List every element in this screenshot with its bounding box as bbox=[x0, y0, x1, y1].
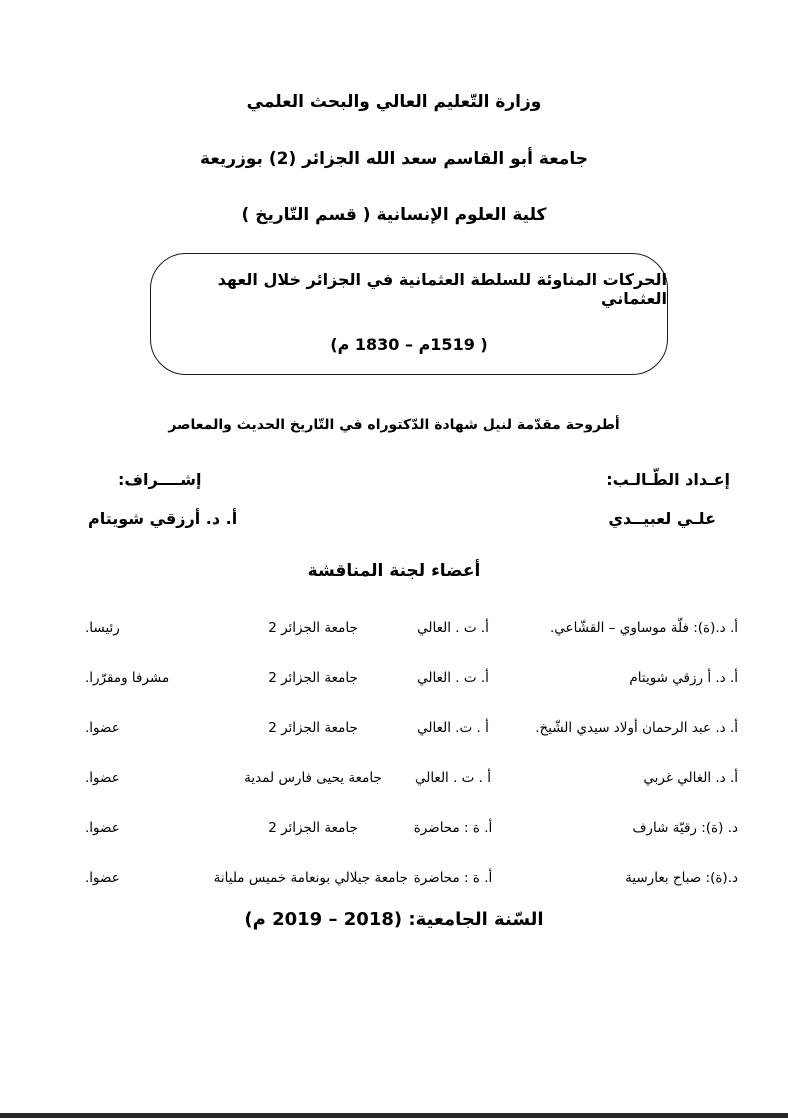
committee-row bbox=[0, 703, 788, 753]
committee-row bbox=[0, 803, 788, 853]
member-name: د. (ة): رقيّة شارف bbox=[632, 820, 738, 836]
member-role: عضوا. bbox=[85, 770, 120, 786]
university-line: جامعة أبو القاسم سعد الله الجزائر (2) بوزريعة bbox=[200, 149, 588, 169]
committee-heading: أعضاء لجنة المناقشة bbox=[307, 561, 481, 581]
member-rank: أ . ت. العالي bbox=[417, 720, 489, 736]
student-name: علـي لعبيــدي bbox=[608, 509, 716, 528]
member-name: د.(ة): صباح بعارسية bbox=[625, 870, 738, 886]
thesis-title-box bbox=[150, 253, 668, 375]
page-bottom-bar bbox=[0, 1113, 788, 1118]
academic-year: السّنة الجامعية: (2018 – 2019 م) bbox=[244, 909, 544, 930]
member-name: أ. د. عبد الرحمان أولاد سيدي الشّيخ. bbox=[535, 720, 738, 736]
member-name: أ. د. أ رزقي شويتام bbox=[629, 670, 738, 686]
supervisor-name: أ. د. أرزقي شويتام bbox=[88, 509, 238, 528]
member-role: عضوا. bbox=[85, 720, 120, 736]
member-university: جامعة الجزائر 2 bbox=[268, 620, 358, 636]
member-role: عضوا. bbox=[85, 870, 120, 886]
member-rank: أ. ت . العالي bbox=[417, 620, 489, 636]
member-university: جامعة الجزائر 2 bbox=[268, 720, 358, 736]
ministry-line: وزارة التّعليم العالي والبحث العلمي bbox=[246, 92, 542, 112]
committee-table bbox=[0, 603, 788, 903]
member-name: أ. د.(ة): فلّة موساوي – القشّاعي. bbox=[549, 620, 738, 636]
committee-row bbox=[0, 853, 788, 903]
member-role: رئيسا. bbox=[85, 620, 120, 636]
thesis-date-range: ( 1519م – 1830 م) bbox=[330, 335, 488, 354]
committee-row bbox=[0, 653, 788, 703]
member-role: عضوا. bbox=[85, 820, 120, 836]
member-university: جامعة الجزائر 2 bbox=[268, 820, 358, 836]
member-rank: أ . ت . العالي bbox=[414, 770, 492, 786]
supervisor-label: إشــــراف: bbox=[118, 470, 202, 489]
member-university: جامعة يحيى فارس لمدية bbox=[244, 770, 382, 786]
member-rank: أ. ة : محاضرة bbox=[413, 820, 493, 836]
committee-row bbox=[0, 603, 788, 653]
member-university: جامعة الجزائر 2 bbox=[268, 670, 358, 686]
faculty-line: كلية العلوم الإنسانية ( قسم التّاريخ ) bbox=[241, 205, 547, 225]
thesis-title: الحركات المناوئة للسلطة العثمانية في الجزائر خلال العهد العثماني bbox=[217, 270, 667, 308]
member-rank: أ. ة : محاضرة bbox=[413, 870, 493, 886]
committee-row bbox=[0, 753, 788, 803]
member-role: مشرفا ومقرّرا. bbox=[85, 670, 170, 686]
member-university: جامعة جيلالي بونعامة خميس مليانة bbox=[213, 870, 408, 886]
thesis-statement: أطروحة مقدّمة لنيل شهادة الدّكتوراه في التّاريخ الحديث والمعاصر bbox=[168, 417, 620, 433]
member-rank: أ. ت . العالي bbox=[417, 670, 489, 686]
member-name: أ. د. الغالي غربي bbox=[643, 770, 738, 786]
student-label: إعـداد الطّـالـب: bbox=[606, 470, 730, 489]
